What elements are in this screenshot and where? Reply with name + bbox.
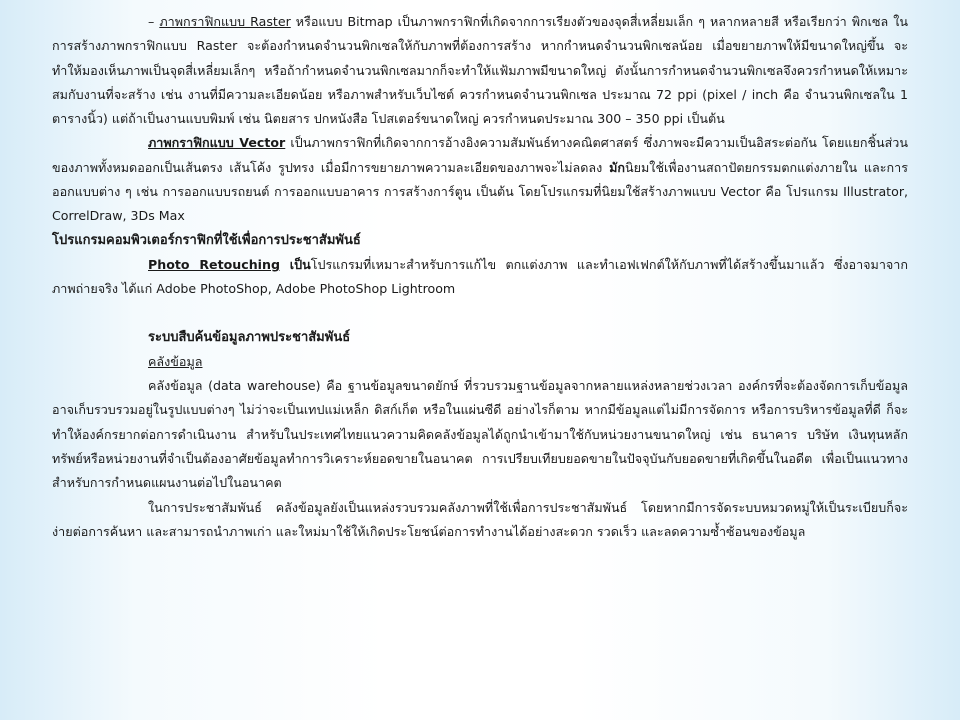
vector-term: ภาพกราฟิกแบบ Vector xyxy=(148,135,286,151)
raster-dash: – xyxy=(148,14,160,29)
vector-bold-word: มัก xyxy=(609,159,625,175)
vector-text-1: เป็นภาพกราฟิกที่เกิดจากการอ้างอิงความสัมพันธ์ทางคณิตศาสตร์ ซึ่งภาพจะมีความเป็นอิสระต่อกัน โดยแยกชิ้นส่วนของภาพทั้งหมดออกเป็นเส้นตรง เส้นโค้ง รูปทรง เมื่อมีการขยายภาพความละเอียดของภาพจะไม่ลดลง xyxy=(52,135,908,175)
document-body xyxy=(52,10,908,544)
photo-term: Photo Retouching xyxy=(148,256,280,272)
warehouse-heading: คลังข้อมูล xyxy=(148,353,203,369)
vector-paragraph xyxy=(52,131,908,228)
warehouse-paragraph: คลังข้อมูล (data warehouse) คือ ฐานข้อมูลขนาดยักษ์ ที่รวบรวมฐานข้อมูลจากหลายแหล่งหลายช่วงเวลา องค์กรที่จะต้องจัดการเก็บข้อมูล อาจเก็บรวบรวมอยู่ในรูปแบบต่างๆ ไม่ว่าจะเป็นเทปแม่เหล็ก ดิสก์เก็ต หรือในแผ่นซีดี อย่างไรก็ตาม หากมีข้อมูลแต่ไม่มีการจัดการ หรือการบริหารข้อมูลที่ดี ก็จะทำให้องค์กรยากต่อการดำเนินงาน สำหรับในประเทศไทยแนวความคิดคลังข้อมูลได้ถูกนำเข้ามาใช้กับหน่วยงานขนาดใหญ่ เช่น ธนาคาร บริษัท เงินทุนหลักทรัพย์หรือหน่วยงานที่จำเป็นต้องอาศัยข้อมูลทำการวิเคราะห์ยอดขายในอนาคต การเปรียบเทียบยอดขายในปัจจุบันกับยอดขายที่เกิดขึ้นในอดีต เพื่อเป็นแนวทางสำหรับการกำหนดแผนงานต่อไปในอนาคต xyxy=(52,378,908,491)
photo-paragraph xyxy=(52,253,908,302)
raster-paragraph xyxy=(52,10,908,131)
spacer xyxy=(52,302,908,326)
photo-bold-word: เป็น xyxy=(279,256,311,272)
search-heading: ระบบสืบค้นข้อมูลภาพประชาสัมพันธ์ xyxy=(148,329,351,345)
programs-heading: โปรแกรมคอมพิวเตอร์กราฟิกที่ใช้เพื่อการประชาสัมพันธ์ xyxy=(52,232,361,248)
vector-text-2: นิยมใช้เพื่องานสถาปัตยกรรมตกแต่งภายใน และการออกแบบต่าง ๆ เช่น การออกแบบรถยนต์ การออกแบบอาคาร การสร้างการ์ตูน เป็นต้น โดยโปรแกรมที่นิยมใช้สร้างภาพแบบ Vector คือ โปรแกรม Illustrator, CorrelDraw, 3Ds Max xyxy=(52,159,908,224)
raster-text: หรือแบบ Bitmap เป็นภาพกราฟิกที่เกิดจากการเรียงตัวของจุดสี่เหลี่ยมเล็ก ๆ หลากหลายสี หรือเรียกว่า พิกเซล ในการสร้างภาพกราฟิกแบบ Raster จะต้องกำหนดจำนวนพิกเซลให้กับภาพที่ต้องการสร้าง หากกำหนดจำนวนพิกเซลน้อย เมื่อขยายภาพให้มีขนาดใหญ่ขึ้น จะทำให้มองเห็นภาพเป็นจุดสี่เหลี่ยมเล็กๆ หรือถ้ากำหนดจำนวนพิกเซลมากก็จะทำให้แฟ้มภาพมีขนาดใหญ่ ดังนั้นการกำหนดจำนวนพิกเซลจึงควรกำหนดให้เหมาะสมกับงานที่จะสร้าง เช่น งานที่มีความละเอียดน้อย หรือภาพสำหรับเว็บไซต์ ควรกำหนดจำนวนพิกเซล ประมาณ 72 ppi (pixel / inch คือ จำนวนพิกเซลใน 1 ตารางนิ้ว) แต่ถ้าเป็นงานแบบพิมพ์ เช่น นิตยสาร ปกหนังสือ โปสเตอร์ขนาดใหญ่ ควรกำหนดประมาณ 300 – 350 ppi เป็นต้น xyxy=(52,14,908,127)
raster-term: ภาพกราฟิกแบบ Raster xyxy=(159,14,291,29)
pr-paragraph: ในการประชาสัมพันธ์ คลังข้อมูลยังเป็นแหล่งรวบรวมคลังภาพที่ใช้เพื่อการประชาสัมพันธ์ โดยหากมีการจัดระบบหมวดหมู่ให้เป็นระเบียบก็จะง่ายต่อการค้นหา และสามารถนำภาพเก่า และใหม่มาใช้ให้เกิดประโยชน์ต่อการทำงานได้อย่างสะดวก รวดเร็ว และลดความซ้ำซ้อนของข้อมูล xyxy=(52,499,908,539)
photo-text: โปรแกรมที่เหมาะสำหรับการแก้ไข ตกแต่งภาพ และทำเอฟเฟกต์ให้กับภาพที่ได้สร้างขึ้นมาแล้ว ซึ่งอาจมาจากภาพถ่ายจริง ได้แก่ Adobe PhotoShop, Adobe PhotoShop Lightroom xyxy=(52,256,909,297)
